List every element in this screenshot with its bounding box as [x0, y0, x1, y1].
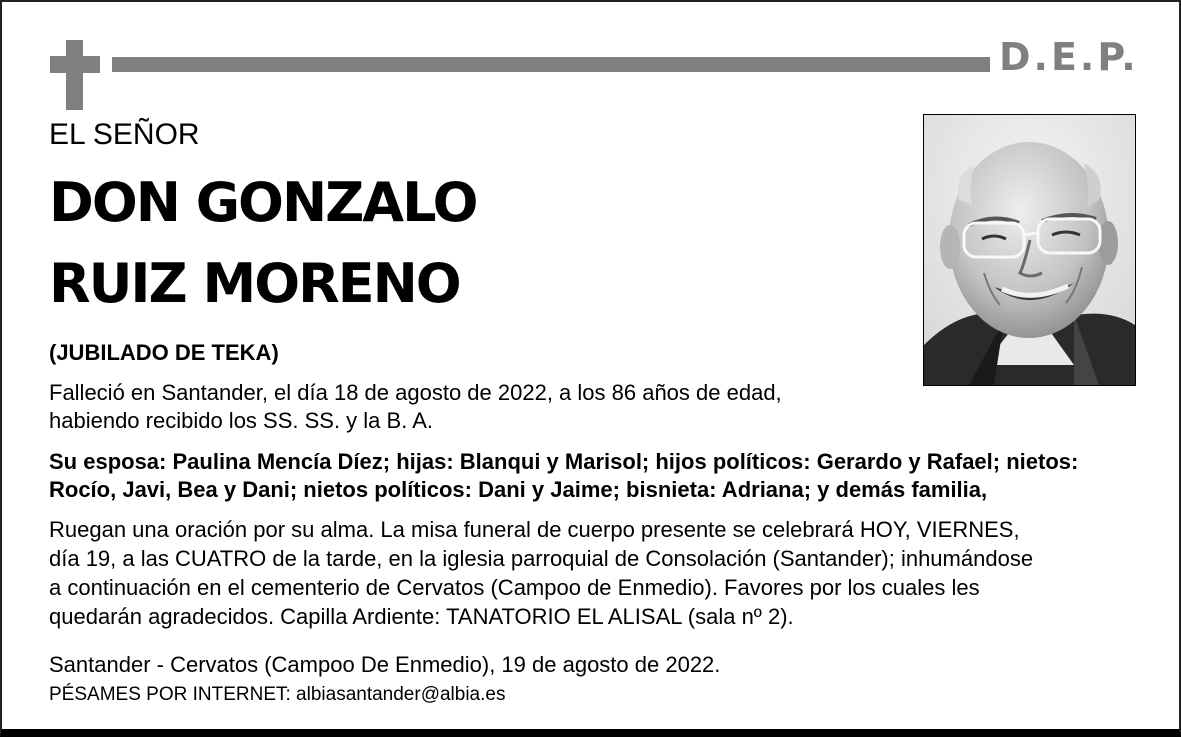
family-line1: Su esposa: Paulina Mencía Díez; hijas: Blanqui y Marisol; hijos políticos: Gerardo y Rafael; nietos: — [49, 449, 1079, 474]
header-rule — [112, 57, 990, 72]
service-line4: quedarán agradecidos. Capilla Ardiente: TANATORIO EL ALISAL (sala nº 2). — [49, 604, 794, 629]
service-line2: día 19, a las CUATRO de la tarde, en la iglesia parroquial de Consolación (Santander); inhumándose — [49, 546, 1034, 571]
portrait-illustration — [924, 115, 1135, 385]
occupation-note: (JUBILADO DE TEKA) — [49, 340, 279, 365]
dep-label: D.E.P. — [999, 35, 1139, 79]
service-line1: Ruegan una oración por su alma. La misa funeral de cuerpo presente se celebrará HOY, VIERNES, — [49, 517, 1020, 542]
cross-icon-vertical — [66, 40, 83, 110]
deceased-name-line2: RUIZ MORENO — [49, 252, 460, 315]
place-date: Santander - Cervatos (Campoo De Enmedio), 19 de agosto de 2022. — [49, 652, 721, 677]
honorific: EL SEÑOR — [49, 118, 200, 151]
condolences-line: PÉSAMES POR INTERNET: albiasantander@albia.es — [49, 684, 506, 705]
family-line2: Rocío, Javi, Bea y Dani; nietos políticos: Dani y Jaime; bisnieta: Adriana; y demás familia, — [49, 477, 988, 502]
cross-icon-horizontal — [50, 56, 100, 73]
death-notice-line2: habiendo recibido los SS. SS. y la B. A. — [49, 408, 434, 433]
service-line3: a continuación en el cementerio de Cervatos (Campoo de Enmedio). Favores por los cuales les — [49, 575, 980, 600]
deceased-photo — [923, 114, 1136, 386]
death-notice-line1: Falleció en Santander, el día 18 de agosto de 2022, a los 86 años de edad, — [49, 380, 782, 405]
deceased-name-line1: DON GONZALO — [49, 171, 477, 234]
